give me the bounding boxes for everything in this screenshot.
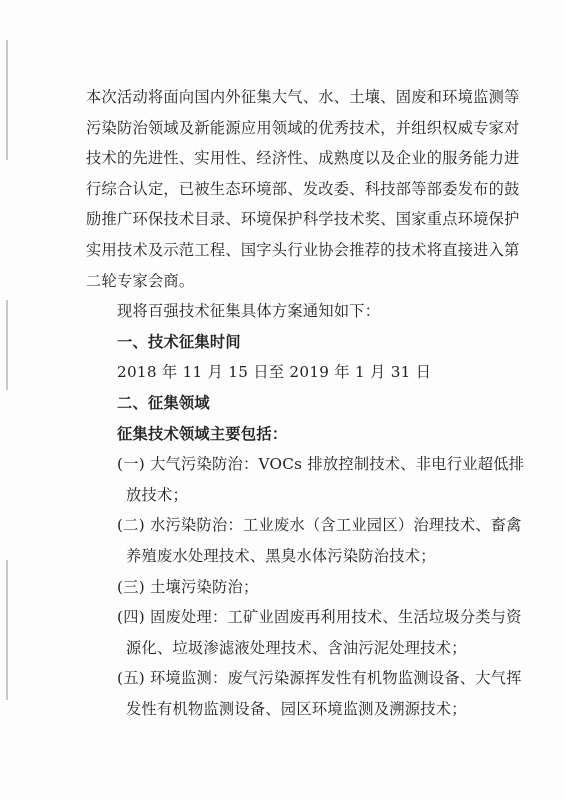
intro-line: 二轮专家会商。 xyxy=(86,271,195,290)
intro-paragraph xyxy=(86,82,520,296)
field-item-continuation: 源化、垃圾渗滤液处理技术、含油污泥处理技术； xyxy=(126,638,467,657)
intro-line: 污染防治领域及新能源应用领域的优秀技术，并组织权威专家对 xyxy=(86,118,520,137)
document-body xyxy=(86,82,525,724)
intro-line: 实用技术及示范工程、国字头行业协会推荐的技术将直接进入第 xyxy=(86,240,520,259)
scan-edge-mark xyxy=(6,560,8,700)
section-2-heading: 二、征集领域 xyxy=(117,393,210,412)
field-item-first-line: (四) 固废处理：工矿业固废再利用技术、生活垃圾分类与资 xyxy=(117,608,522,627)
collection-period: 2018 年 11 月 15 日至 2019 年 1 月 31 日 xyxy=(117,363,432,382)
notice-line: 现将百强技术征集具体方案通知如下： xyxy=(117,302,381,321)
intro-line: 技术的先进性、实用性、经济性、成熟度以及企业的服务能力进 xyxy=(86,149,520,168)
scan-edge-mark xyxy=(6,300,8,390)
section-1-heading: 一、技术征集时间 xyxy=(117,332,241,351)
field-item-continuation: 放技术； xyxy=(126,485,188,504)
field-item-first-line: (二) 水污染防治：工业废水（含工业园区）治理技术、畜禽 xyxy=(117,516,522,535)
field-item-first-line: (一) 大气污染防治：VOCs 排放控制技术、非电行业超低排 xyxy=(117,455,525,474)
field-list xyxy=(86,449,525,724)
section-2-subheading: 征集技术领域主要包括： xyxy=(117,424,288,443)
intro-line: 本次活动将面向国内外征集大气、水、土壤、固废和环境监测等 xyxy=(86,88,520,106)
field-item-first-line: (三) 土壤污染防治； xyxy=(117,577,259,596)
field-item-first-line: (五) 环境监测：废气污染源挥发性有机物监测设备、大气挥 xyxy=(117,669,522,688)
intro-line: 行综合认定，已被生态环境部、发改委、科技部等部委发布的鼓 xyxy=(86,179,520,198)
field-item-continuation: 养殖废水处理技术、黑臭水体污染防治技术； xyxy=(126,546,436,565)
scan-edge-mark xyxy=(6,40,8,160)
field-item-continuation: 发性有机物监测设备、园区环境监测及溯源技术； xyxy=(126,699,467,718)
intro-line: 励推广环保技术目录、环境保护科学技术奖、国家重点环境保护 xyxy=(86,210,520,229)
